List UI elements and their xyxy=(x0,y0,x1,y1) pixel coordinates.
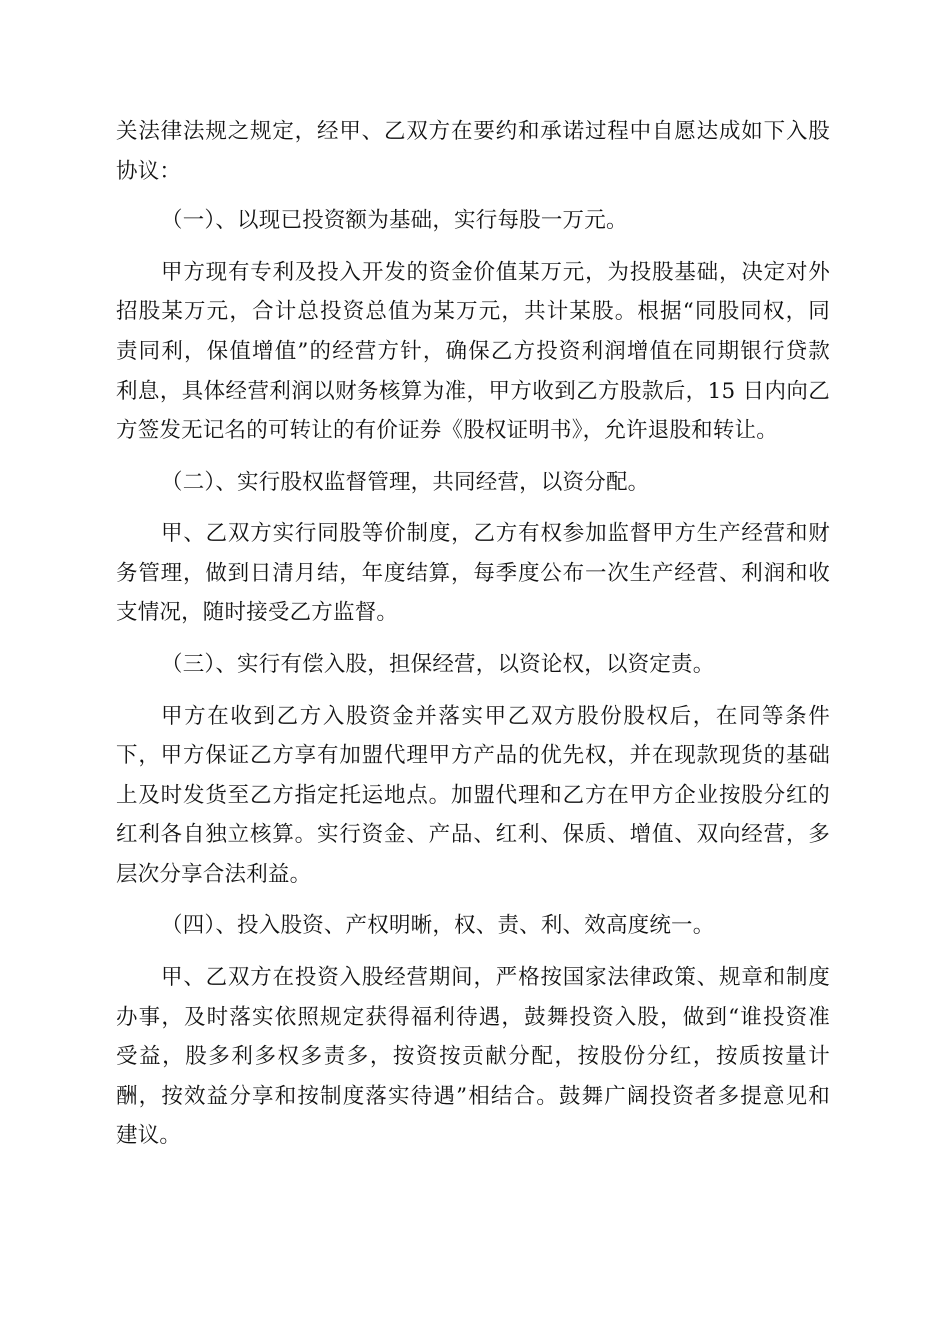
heading-text: （二）、实行股权监督管理，共同经营，以资分配。 xyxy=(161,470,650,495)
text-line: 建议。 xyxy=(116,1123,182,1148)
text-line: 受益，股多利多权多责多，按资按贡献分配，按股份分红，按质按量计 xyxy=(116,1044,830,1069)
text-line: 甲、乙双方在投资入股经营期间，严格按国家法律政策、规章和制度 xyxy=(161,965,830,990)
heading-text: （三）、实行有偿入股，担保经营，以资论权，以资定责。 xyxy=(161,652,715,677)
text-line: 层次分享合法利益。 xyxy=(116,862,312,887)
text-line: 红利各自独立核算。实行资金、产品、红利、保质、增值、双向经营，多 xyxy=(116,822,830,847)
text-line: 务管理，做到日清月结，年度结算，每季度公布一次生产经营、利润和收 xyxy=(116,561,830,586)
text-line: 办事，及时落实依照规定获得福利待遇，鼓舞投资入股，做到“谁投资准 xyxy=(116,1005,830,1030)
text-line: 上及时发货至乙方指定托运地点。加盟代理和乙方在甲方企业按股分红的 xyxy=(116,783,830,808)
text-line: 甲方在收到乙方入股资金并落实甲乙双方股份股权后，在同等条件 xyxy=(161,704,830,729)
text-line: 关法律法规之规定，经甲、乙双方在要约和承诺过程中自愿达成如下入股 xyxy=(116,119,830,144)
text-line: 下，甲方保证乙方享有加盟代理甲方产品的优先权，并在现款现货的基础 xyxy=(116,743,830,768)
text-line: 甲方现有专利及投入开发的资金价值某万元，为投股基础，决定对外 xyxy=(161,260,830,285)
heading-text: （四）、投入股资、产权明晰，权、责、利、效高度统一。 xyxy=(161,913,715,938)
text-line: 方签发无记名的可转让的有价证券《股权证明书》，允许退股和转让。 xyxy=(116,418,778,443)
text-line: 利息，具体经营利润以财务核算为准，甲方收到乙方股款后，15 日内向乙 xyxy=(116,379,830,404)
text-line: 支情况，随时接受乙方监督。 xyxy=(116,600,399,625)
heading-text: （一）、以现已投资额为基础，实行每股一万元。 xyxy=(161,208,628,233)
text-line: 甲、乙双方实行同股等价制度，乙方有权参加监督甲方生产经营和财 xyxy=(161,521,830,546)
text-line: 协议： xyxy=(116,159,182,184)
text-line: 责同利，保值增值”的经营方针，确保乙方投资利润增值在同期银行贷款 xyxy=(116,339,830,364)
text-line: 酬，按效益分享和按制度落实待遇”相结合。鼓舞广阔投资者多提意见和 xyxy=(116,1084,830,1109)
text-line: 招股某万元，合计总投资总值为某万元，共计某股。根据“同股同权，同 xyxy=(116,299,830,324)
